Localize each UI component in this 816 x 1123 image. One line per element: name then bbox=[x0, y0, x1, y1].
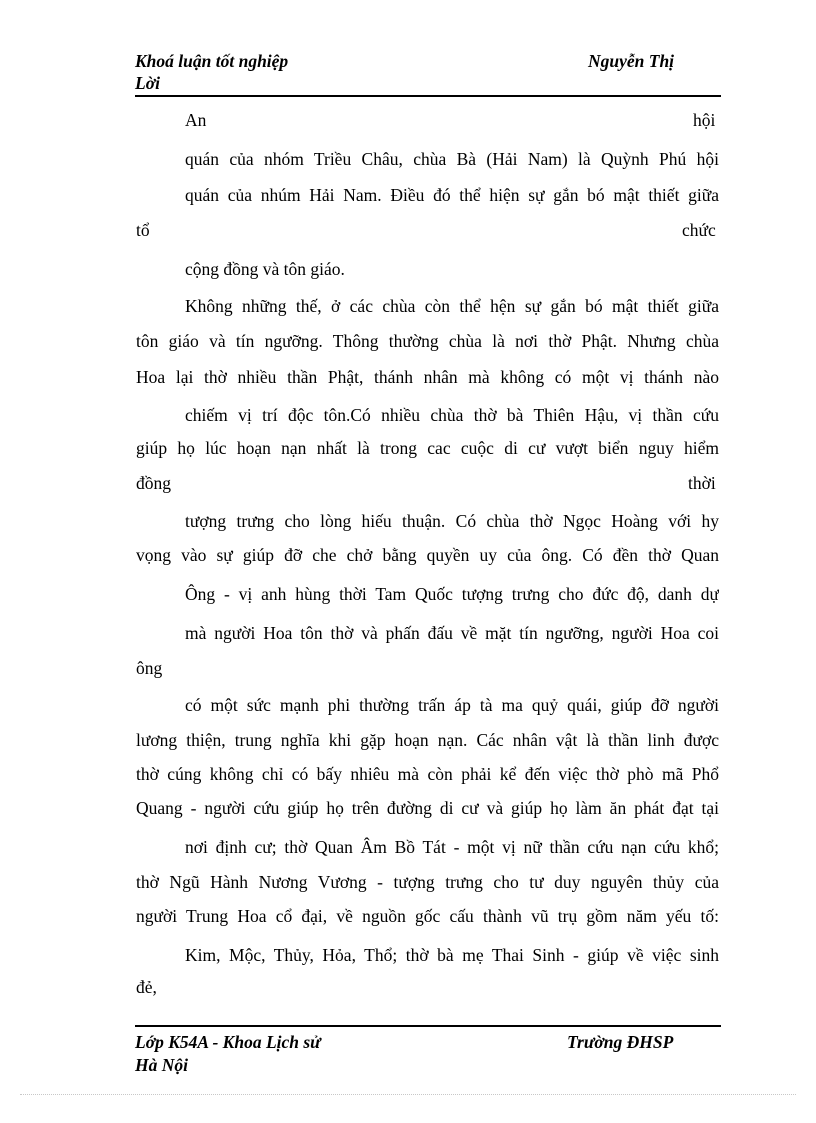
body-line: tượng trưng cho lòng hiếu thuận. Có chùa thờ Ngọc Hoàng với hy bbox=[185, 511, 719, 531]
body-line: ông bbox=[136, 658, 163, 678]
page-bottom-divider bbox=[20, 1094, 796, 1095]
body-line: thời bbox=[688, 473, 716, 493]
footer-rule bbox=[135, 1025, 721, 1027]
body-line: chiếm vị trí độc tôn.Có nhiều chùa thờ bà Thiên Hậu, vị thần cứu bbox=[185, 405, 719, 425]
body-line: Hoa lại thờ nhiều thần Phật, thánh nhân mà không có một vị thánh nào bbox=[136, 367, 719, 387]
body-line: tổ bbox=[136, 220, 150, 240]
body-line: chức bbox=[682, 220, 716, 240]
body-line: tôn giáo và tín ngưỡng. Thông thường chùa là nơi thờ Phật. Nhưng chùa bbox=[136, 331, 719, 351]
header-thesis-title: Khoá luận tốt nghiệp bbox=[135, 51, 289, 71]
body-line: thờ cúng không chỉ có bấy nhiêu mà còn phải kể đến việc thờ phò mã Phổ bbox=[136, 764, 719, 784]
footer-class-department: Lớp K54A - Khoa Lịch sử bbox=[135, 1032, 321, 1052]
body-line: nơi định cư; thờ Quan Âm Bồ Tát - một vị nữ thần cứu nạn cứu khổ; bbox=[185, 837, 719, 857]
body-line: giúp họ lúc hoạn nạn nhất là trong cac cuộc di cư vượt biển nguy hiểm bbox=[136, 438, 719, 458]
body-line: mà người Hoa tôn thờ và phấn đấu về mặt tín ngưỡng, người Hoa coi bbox=[185, 623, 719, 643]
body-line: Ông - vị anh hùng thời Tam Quốc tượng trưng cho đức độ, danh dự bbox=[185, 584, 719, 604]
body-line: Kim, Mộc, Thủy, Hỏa, Thổ; thờ bà mẹ Thai Sinh - giúp về việc sinh bbox=[185, 945, 719, 965]
body-line: cộng đồng và tôn giáo. bbox=[185, 259, 345, 279]
footer-city: Hà Nội bbox=[135, 1055, 188, 1075]
body-line: quán của nhúm Hải Nam. Điều đó thể hiện sự gắn bó mật thiết giữa bbox=[185, 185, 719, 205]
body-line: có một sức mạnh phi thường trấn áp tà ma quỷ quái, giúp đỡ người bbox=[185, 695, 719, 715]
body-line: người Trung Hoa cổ đại, về nguồn gốc cấu thành vũ trụ gồm năm yếu tố: bbox=[136, 906, 719, 926]
header-title-continuation: Lời bbox=[135, 73, 160, 93]
header-author: Nguyễn Thị bbox=[588, 51, 675, 71]
body-line: đẻ, bbox=[136, 977, 157, 997]
body-line: lương thiện, trung nghĩa khi gặp hoạn nạn. Các nhân vật là thần linh được bbox=[136, 730, 719, 750]
body-line: vọng vào sự giúp đỡ che chở bằng quyền uy của ông. Có đền thờ Quan bbox=[136, 545, 719, 565]
body-line: Quang - người cứu giúp họ trên đường di cư và giúp họ làm ăn phát đạt tại bbox=[136, 798, 719, 818]
body-line: hội bbox=[693, 110, 716, 130]
footer-university: Trường ĐHSP bbox=[567, 1032, 674, 1052]
body-line: thờ Ngũ Hành Nương Vương - tượng trưng cho tư duy nguyên thủy của bbox=[136, 872, 719, 892]
body-line: đồng bbox=[136, 473, 171, 493]
body-line: quán của nhóm Triều Châu, chùa Bà (Hải Nam) là Quỳnh Phú hội bbox=[185, 149, 719, 169]
body-line: Không những thế, ở các chùa còn thể hện sự gắn bó mật thiết giữa bbox=[185, 296, 719, 316]
header-rule bbox=[135, 95, 721, 97]
body-line: An bbox=[185, 110, 207, 130]
